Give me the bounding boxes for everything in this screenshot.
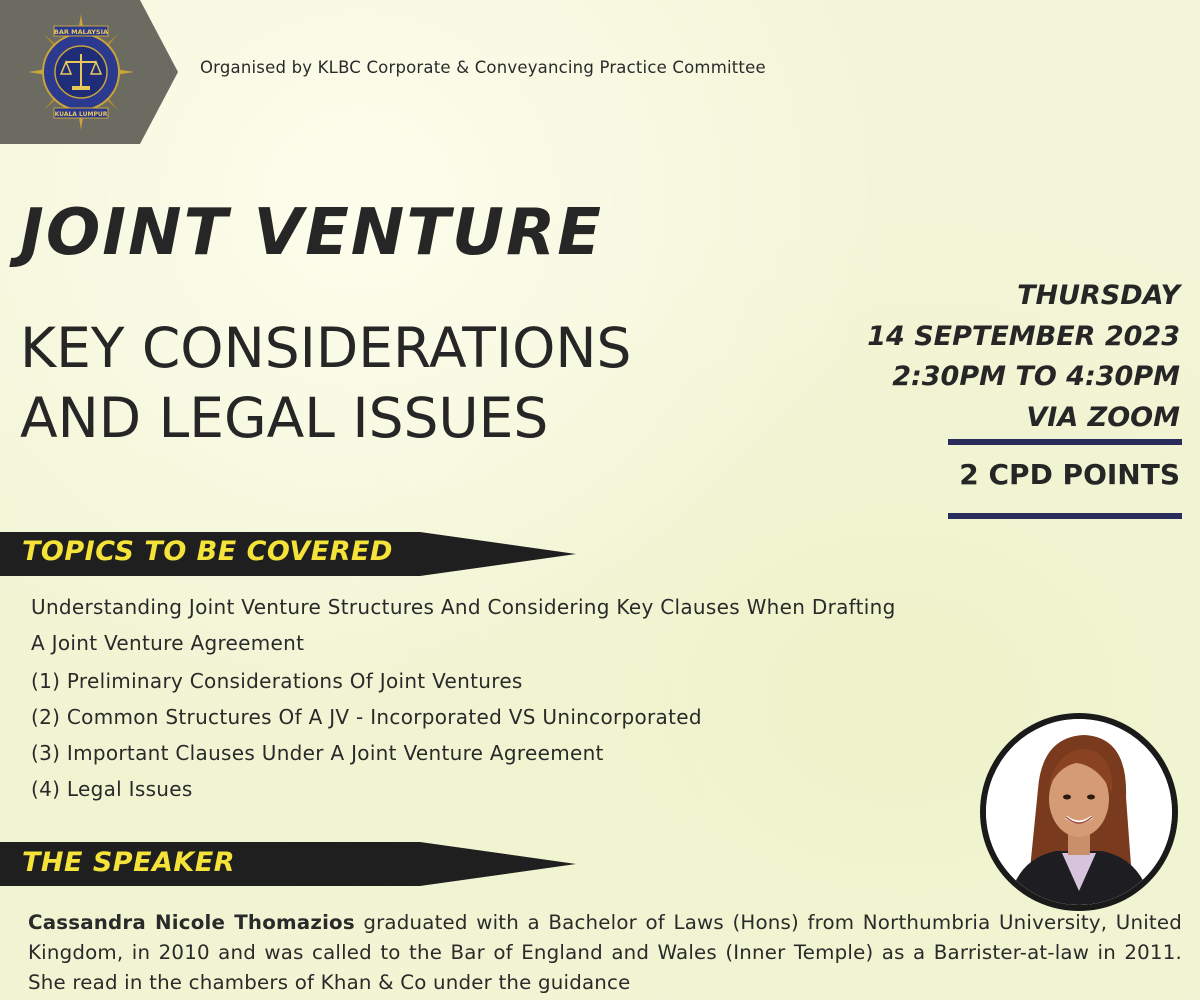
logo-bottom-text: KUALA LUMPUR [54, 111, 108, 118]
cpd-points: 2 CPD POINTS [959, 458, 1180, 491]
divider-rule-top [948, 439, 1182, 445]
event-venue: VIA ZOOM [1026, 401, 1180, 433]
divider-rule-bottom [948, 513, 1182, 519]
speaker-name: Cassandra Nicole Thomazios [28, 911, 355, 934]
speaker-bio [28, 908, 1182, 998]
logo-top-text: BAR MALAYSIA [53, 28, 109, 36]
organiser-line: Organised by KLBC Corporate & Conveyancing Practice Committee [200, 58, 766, 77]
topic-item: (4) Legal Issues [31, 777, 193, 801]
subtitle-line-1: KEY CONSIDERATIONS [20, 316, 632, 380]
event-date: 14 SEPTEMBER 2023 [867, 320, 1180, 352]
page-subtitle [20, 314, 631, 454]
speaker-heading: THE SPEAKER [22, 847, 236, 878]
topic-item: (1) Preliminary Considerations Of Joint Ventures [31, 669, 523, 693]
topics-intro-line-1: Understanding Joint Venture Structures And Considering Key Clauses When Drafting [31, 595, 896, 619]
topic-item: (3) Important Clauses Under A Joint Venture Agreement [31, 741, 604, 765]
event-details [800, 276, 1180, 438]
event-day: THURSDAY [1017, 280, 1180, 311]
subtitle-line-2: AND LEGAL ISSUES [20, 385, 549, 450]
speaker-photo [986, 719, 1172, 905]
topics-list [31, 589, 1081, 807]
event-time: 2:30PM TO 4:30PM [892, 361, 1180, 392]
topics-intro-line-2: A Joint Venture Agreement [31, 631, 305, 655]
logo-scales-base [72, 86, 90, 90]
bar-council-logo [28, 14, 134, 130]
topics-heading: TOPICS TO BE COVERED [22, 536, 393, 567]
topic-item: (2) Common Structures Of A JV - Incorporated VS Unincorporated [31, 705, 702, 729]
speaker-bio-text: graduated with a Bachelor of Laws (Hons) from Northumbria University, United Kingdom, in 2010 and was called to the Bar of England and Wales (Inner Temple) as a Barrister-at-law in 2011. She read in the chambers of Khan & Co under the guidance [28, 911, 1182, 994]
speaker-photo-frame [980, 713, 1178, 911]
speaker-portrait-icon [986, 719, 1172, 905]
page-title: JOINT VENTURE [20, 196, 603, 270]
